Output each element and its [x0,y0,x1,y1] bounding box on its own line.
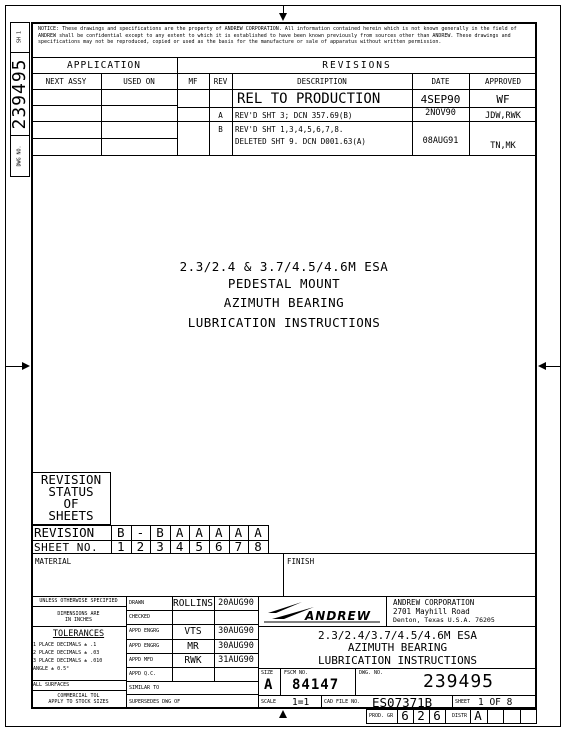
rev-status-title-2: STATUS [48,484,94,499]
sheet-tab: SH 1 [16,30,23,44]
rev-status-revision-cell: - [136,525,145,540]
supersedes-label: SUPERSEDES DWG OF [129,699,181,705]
rev-status-revision-cell: B [156,525,164,540]
logo-divider [386,596,387,626]
cad-file-label: CAD FILE NO. [324,699,361,705]
rev-row-2-date: 08AUG91 [422,136,459,146]
distr-cell: A [474,708,482,723]
top-center-tick [283,5,284,15]
sheet-label: SHEET [455,699,471,705]
material-bottom [31,596,537,597]
side-strip-divider-2 [10,135,30,136]
prod-gr-cell: 6 [401,708,409,723]
tol-commercial-2: APPLY TO STOCK SIZES [48,699,109,705]
rev-status-title-4: SHEETS [48,508,94,523]
fscm-label: FSCM NO. [284,670,309,676]
rev-row-2-approved: TN,MK [490,141,516,151]
cad-divider [452,695,453,709]
signoff-name: RWK [184,654,202,666]
size-divider [280,668,281,695]
app-row-4 [31,138,177,139]
signoff-date: 30AUG90 [218,640,254,651]
title-block-line-3: LUBRICATION INSTRUCTIONS [318,654,477,667]
right-center-tick [545,366,561,367]
size-value: A [264,677,273,693]
side-dwg-number: 239495 [9,58,30,130]
rev-row-line-1 [177,107,537,108]
rev-status-sheet-cell: 7 [234,539,243,554]
signoff-line [126,639,258,640]
notice-bottom-line [31,57,537,58]
rev-row-1-rev: A [218,111,223,120]
tol-line-2 [31,626,126,627]
rev-status-title-1: REVISION [40,472,102,487]
main-title-line-3: AZIMUTH BEARING [223,295,345,310]
prod-gr-end [445,709,446,724]
rev-row-1-approved: JDW,RWK [485,111,521,121]
similar-to-label: SIMILAR TO [129,685,160,691]
scale-divider [321,695,322,709]
prod-gr-cell: 2 [417,708,425,723]
scale-value: 1=1 [292,697,310,708]
tol-dims-2: IN INCHES [64,617,93,623]
signoff-name: ROLLINS [172,598,214,609]
title-block-line-2: AZIMUTH BEARING [347,641,448,654]
tol-all-surfaces: ALL SURFACES [33,682,70,688]
material-label: MATERIAL [35,557,72,566]
rev-status-sheet-cell: 2 [136,539,145,554]
notice-text: NOTICE: These drawings and specifications are the property of ANDREW CORPORATION. All information contained herein which is not known generally in the field of ANDREW shall be confidential except to any extent to which it is established to have been known previously from sources other than ANDREW. These drawings and specifications may not be reproduced, copied or used as the basis for the manufacture or sale of apparatus without written permission. [38,26,517,45]
signoff-line [126,667,258,668]
rev-status-title-3: OF [63,496,79,511]
tol-line1: 1 PLACE DECIMALS ± .1 [33,642,97,648]
signoff-label: APPD ENGRG [129,628,160,635]
main-title-line-2: PEDESTAL MOUNT [227,276,341,291]
main-title-line-1: 2.3/2.4 & 3.7/4.5/4.6M ESA [179,259,389,274]
tol-commercial-1: COMMERCIAL TOL [57,693,100,699]
rev-status-sheet-cell: 5 [195,539,203,554]
dwg-no-value: 239495 [422,671,495,692]
rev-status-revision-cell: A [215,525,223,540]
app-rev-divider [177,57,178,155]
application-title: APPLICATION [67,60,141,71]
signoff-date: 20AUG90 [218,598,254,608]
rev-row-2-rev: B [218,125,223,134]
rev-status-revision-cell: A [175,525,184,540]
left-center-tick [5,366,23,367]
left-center-arrow [22,362,30,370]
signoff-name: VTS [184,626,202,638]
signoff-line [126,653,258,654]
distr-divider [503,709,504,724]
rev-status-sheet-cell: 4 [175,539,184,554]
app-row-1 [31,89,177,90]
dwg-no-label: DWG. NO. [359,670,384,676]
signoff-line [126,610,258,611]
rev-header-mf: MF [188,77,198,86]
rev-row-0-approved: WF [496,93,510,106]
rev-status-sheet-label: SHEET NO. [34,541,99,554]
company-address-2: Denton, Texas U.S.A. 76205 [393,616,495,624]
prod-gr-cell: 6 [433,708,441,723]
fscm-divider [355,668,356,695]
rev-status-sheet-cell: 6 [215,539,223,554]
signoff-line [126,624,258,625]
tol-line-3 [31,680,126,681]
tol-line-1 [31,606,126,607]
bottom-center-arrow [279,710,287,718]
material-finish-divider [283,553,284,596]
rev-row-0-date: 4SEP90 [420,93,461,106]
tol-line-4 [31,690,126,691]
signoff-label: CHECKED [129,614,151,621]
rev-status-bottom [31,553,537,554]
signoff-label: APPD ENGRG [129,642,160,649]
rev-status-revision-label: REVISION [34,525,95,540]
tol-dims-1: DIMENSIONS ARE [57,611,100,617]
prod-gr-label: PROD. GR [369,713,394,719]
scale-label: SCALE [261,699,277,705]
signoff-name: MR [187,640,199,652]
distr-divider [487,709,488,724]
rev-row-2-description-2: DELETED SHT 9. DCN D001.63(A) [235,137,366,146]
app-row-3 [31,121,177,122]
rev-status-sheet-cell: 8 [254,539,262,554]
similar-line [126,694,258,695]
cad-file-value: ES07371B [372,695,433,710]
tol-title: TOLERANCES [52,629,105,639]
distr-label: DISTR [452,713,468,719]
tol-unless: UNLESS OTHERWISE SPECIFIED [39,598,118,604]
size-label: SIZE [261,670,274,676]
rev-header-approved: APPROVED [484,77,522,86]
tol-line2: 2 PLACE DECIMALS ± .03 [33,650,100,656]
rev-header-rev: REV [213,77,228,86]
distr-divider [520,709,521,724]
rev-header-description: DESCRIPTION [297,77,347,86]
app-title-line [31,73,537,74]
fscm-value: 84147 [292,677,340,693]
side-strip-divider-1 [10,52,30,53]
title-block-line-1: 2.3/2.4/3.7/4.5/4.6M ESA [318,629,477,642]
signoff-label: APPD MFD [129,656,154,663]
signoff-date: 31AUG90 [218,654,254,665]
rev-status-sheet-cell: 1 [117,539,125,554]
rev-header-line [177,89,537,90]
rev-row-2-description: REV'D SHT 1,3,4,5,6,7,8. [235,125,344,134]
header-bottom-line [31,155,537,156]
app-col-used-on: USED ON [123,77,155,86]
finish-label: FINISH [287,557,315,566]
rev-row-1-description: REV'D SHT 3; DCN 357.69(B) [235,111,353,120]
rev-row-0-description: REL TO PRODUCTION [237,91,381,107]
rev-status-sheet-cell: 3 [156,539,164,554]
signoff-date: 30AUG90 [218,626,254,637]
signoff-line [126,681,258,682]
size-row-top [258,668,537,669]
andrew-logo-text: ANDREW [305,609,371,623]
rev-row-1-date: 2NOV90 [425,108,456,118]
app-row-2 [31,105,177,106]
company-bottom [258,626,537,627]
rev-status-right [268,525,269,553]
tol-line4: ANGLE ± 0.5° [33,666,70,672]
sheet-value: 1 OF 8 [478,697,513,708]
rev-status-revision-cell: A [254,525,262,540]
app-col-next-assy: NEXT ASSY [45,77,87,86]
signoff-label: DRAWN [129,600,145,606]
revisions-title: REVISIONS [322,60,392,71]
side-dwg-label: DWG NO. [16,145,23,167]
rev-status-revision-cell: A [195,525,203,540]
rev-status-revision-cell: A [234,525,243,540]
tol-line3: 3 PLACE DECIMALS ± .010 [33,658,103,664]
rev-row-line-2 [177,121,537,122]
rev-header-date: DATE [431,77,450,86]
main-title-line-4: LUBRICATION INSTRUCTIONS [187,315,381,330]
company-address-1: 2701 Mayhill Road [393,607,470,616]
company-name: ANDREW CORPORATION [393,598,475,607]
signoff-label: APPD Q.C. [129,671,157,677]
rev-status-revision-cell: B [117,525,125,540]
